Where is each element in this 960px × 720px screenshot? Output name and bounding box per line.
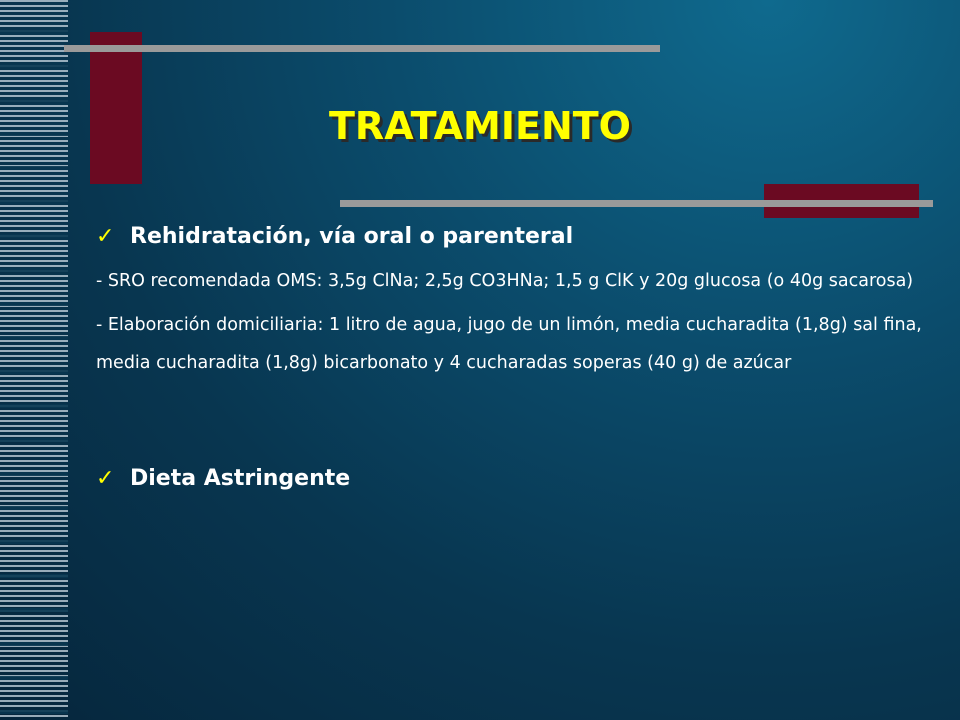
paragraph-elaboracion: - Elaboración domiciliaria: 1 litro de agua, jugo de un limón, media cucharadita (1,8g) sal fina, media cucharadita (1,8g) bicarbonato y 4 cucharadas soperas (40 g) de azúcar <box>96 315 922 373</box>
decorative-line-top <box>64 45 660 52</box>
check-icon: ✓ <box>96 465 115 491</box>
slide-content <box>96 216 936 498</box>
slide-title: TRATAMIENTO <box>329 104 631 148</box>
bullet-rehidratacion <box>96 216 936 256</box>
decorative-line-middle <box>340 200 933 207</box>
bullet-label: Dieta Astringente <box>130 465 351 491</box>
paragraph-sro: - SRO recomendada OMS: 3,5g ClNa; 2,5g CO3HNa; 1,5 g ClK y 20g glucosa (o 40g sacarosa) <box>96 271 914 291</box>
bullet-dieta <box>96 458 936 498</box>
check-icon: ✓ <box>96 223 115 249</box>
bullet-label: Rehidratación, vía oral o parenteral <box>130 223 574 249</box>
